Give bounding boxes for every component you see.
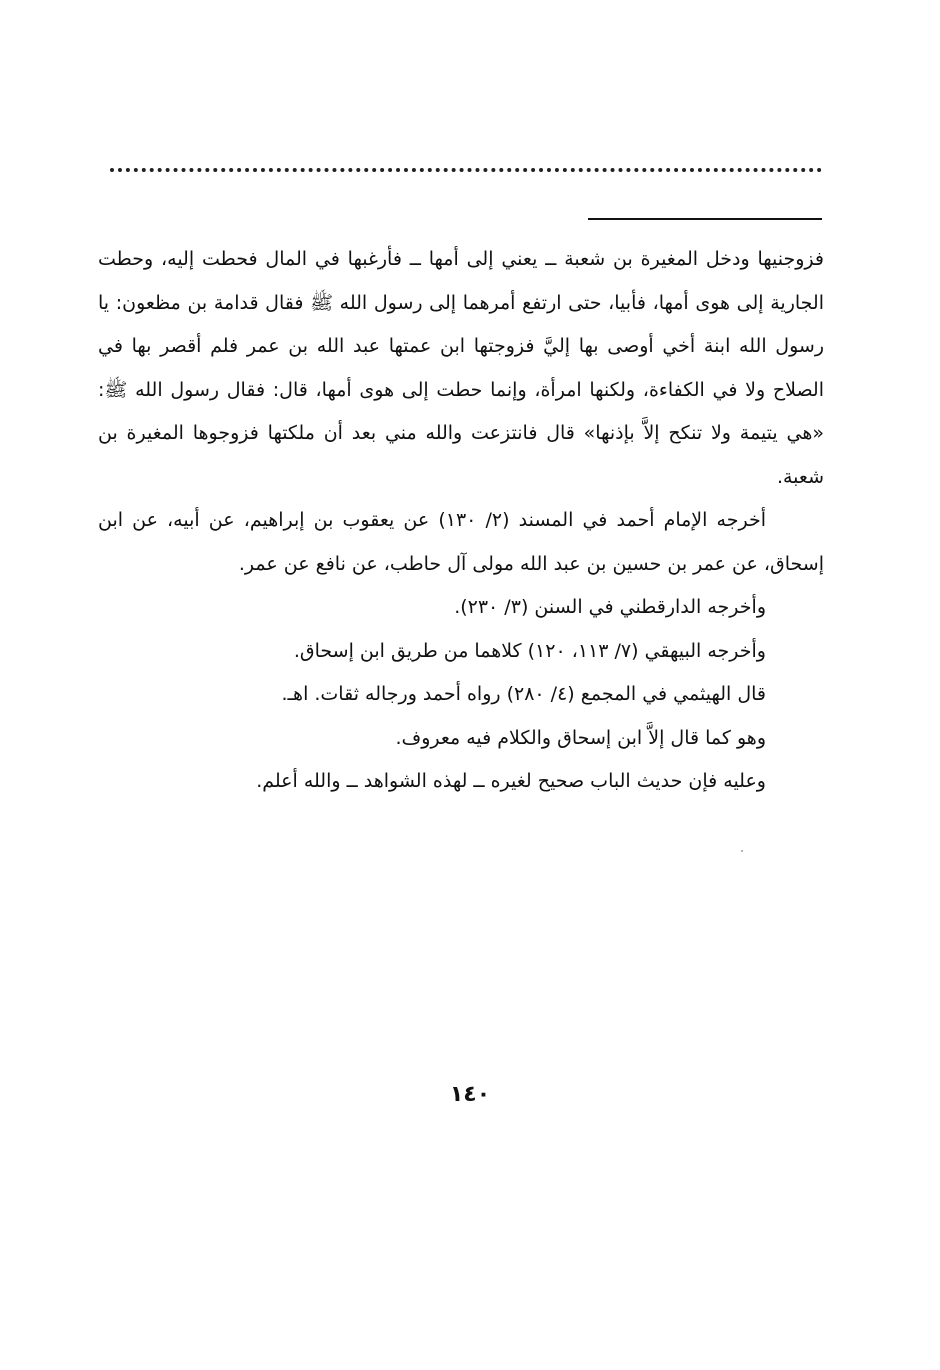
footnote-text-block (98, 238, 824, 804)
dotted-separator (110, 168, 822, 172)
ibn-ishaq-remark-paragraph: وهو كما قال إلاَّ ابن إسحاق والكلام فيه معروف. (395, 726, 766, 749)
page-number: ١٤٠ (449, 1082, 491, 1107)
takhrij-bayhaqi-paragraph: وأخرجه البيهقي (٧/ ١١٣، ١٢٠) كلاهما من طريق ابن إسحاق. (293, 639, 766, 662)
hadith-narration-paragraph: فزوجنيها ودخل المغيرة بن شعبة ــ يعني إلى أمها ــ فأرغبها في المال فحطت إليه، وحطت الجارية إلى هوى أمها، فأبيا، حتى ارتفع أمرهما إلى رسول الله ﷺ فقال قدامة بن مظعون: يا رسول الله ابنة أخي أوصى بها إليَّ فزوجتها ابن عمتها عبد الله بن عمر فلم أقصر بها في الصلاح ولا في الكفاءة، ولكنها امرأة، وإنما حطت إلى هوى أمها، قال: فقال رسول الله ﷺ: «هي يتيمة ولا تنكح إلاَّ بإذنها» قال فانتزعت والله مني بعد أن ملكتها فزوجوها المغيرة بن شعبة. (98, 248, 824, 488)
takhrij-ahmad-paragraph: أخرجه الإمام أحمد في المسند (٢/ ١٣٠) عن يعقوب بن إبراهيم، عن أبيه، عن ابن إسحاق، عن عمر بن حسين بن عبد الله مولى آل حاطب، عن نافع عن عمر. (98, 509, 824, 575)
conclusion-paragraph: وعليه فإن حديث الباب صحيح لغيره ــ لهذه الشواهد ــ والله أعلم. (256, 770, 766, 792)
footnote-separator-line (588, 218, 822, 220)
haythami-grading-paragraph: قال الهيثمي في المجمع (٤/ ٢٨٠) رواه أحمد ورجاله ثقات. اهـ. (281, 683, 766, 705)
scan-speck (741, 850, 743, 852)
takhrij-daraqutni-paragraph: وأخرجه الدارقطني في السنن (٣/ ٢٣٠). (454, 596, 766, 618)
